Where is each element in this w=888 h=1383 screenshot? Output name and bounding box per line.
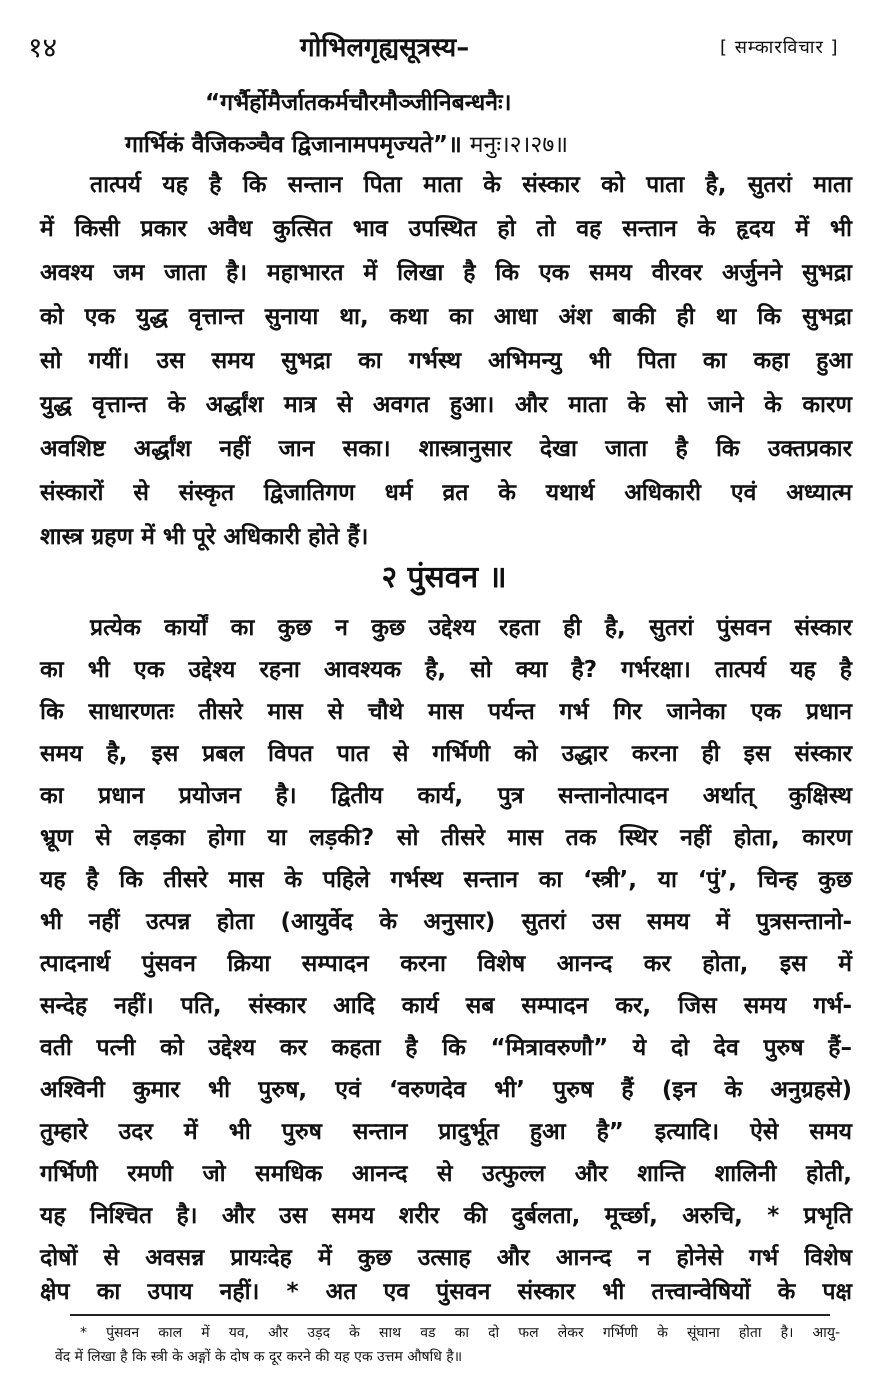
paragraph-2-line: का भी एक उद्देश्य रहना आवश्यक है, सो क्या है? गर्भरक्षा। तात्पर्य यह है [40,657,852,683]
paragraph-2-line: तुम्हारे उदर में भी पुरुष सन्तान प्रादुर्भूत हुआ है” इत्यादि। ऐसे समय [40,1119,852,1145]
paragraph-2-line: भ्रूण से लड़का होगा या लड़की? सो तीसरे मास तक स्थिर नहीं होता, कारण [40,825,852,851]
paragraph-2-line: समय है, इस प्रबल विपत पात से गर्भिणी को उद्धार करना ही इस संस्कार [40,741,852,767]
verse-line-2-text: गार्भिकं वैजिकञ्चैव द्विजानामपमृज्यते”॥ [125,132,462,158]
paragraph-2-line: वती पत्नी को उद्देश्य कर कहता है कि “मित्रावरुणौ” ये दो देव पुरुष हैं– [40,1035,852,1061]
paragraph-1-line: अवशिष्ट अर्द्धांश नहीं जान सका। शास्त्रानुसार देखा जाता है कि उक्तप्रकार [40,436,852,462]
paragraph-1-line: अवश्य जम जाता है। महाभारत में लिखा है कि एक समय वीरवर अर्जुनने सुभद्रा [40,260,852,286]
paragraph-1-line: संस्कारों से संस्कृत द्विजातिगण धर्म व्रत के यथार्थ अधिकारी एवं अध्यात्म [40,480,852,506]
footnote-line: र्वेद में लिखा है कि स्त्री के अङ्गों के दोष क दूर करने की यह एक उत्तम औषधि है॥ [55,1349,463,1365]
paragraph-2-line: दोषों से अवसन्न प्रायःदेह में कुछ उत्साह और आनन्द न होनेसे गर्भ विशेष [40,1245,852,1271]
paragraph-2-line: कि साधारणतः तीसरे मास से चौथे मास पर्यन्त गर्भ गिर जानेका एक प्रधान [40,699,852,725]
paragraph-1-line: को एक युद्ध वृत्तान्त सुनाया था, कथा का आधा अंश बाकी ही था कि सुभद्रा [40,304,852,330]
verse-reference: मनुः।२।२७॥ [469,132,569,158]
page-number: १४ [28,31,58,64]
paragraph-2-line: यह निश्चित है। और उस समय शरीर की दुर्बलता, मूर्च्छा, अरुचि, * प्रभृति [40,1203,852,1229]
footnote-line: * पुंसवन काल में यव, और उड़द के साथ वड का दो फल लेकर गर्भिणी के सूंघाना होता है। आयु- [80,1325,840,1341]
verse-line-2 [125,124,825,166]
paragraph-2-line: यह है कि तीसरे मास के पहिले गर्भस्थ सन्तान का ‘स्त्री’, या ‘पुं’, चिन्ह कुछ [40,867,852,893]
paragraph-2-line: त्पादनार्थ पुंसवन क्रिया सम्पादन करना विशेष आनन्द कर होता, इस में [40,951,852,977]
paragraph-1-line: सो गयीं। उस समय सुभद्रा का गर्भस्थ अभिमन्यु भी पिता का कहा हुआ [40,348,852,374]
paragraph-1-line: शास्त्र ग्रहण में भी पूरे अधिकारी होते हैं। [40,524,369,550]
footnote-divider [70,1314,830,1316]
verse-line-1: “गर्भैर्होमैर्जातकर्मचौरमौञ्जीनिबन्धनैः। [205,90,512,116]
paragraph-2-line: प्रत्येक कार्यों का कुछ न कुछ उद्देश्य रहता ही है, सुतरां पुंसवन संस्कार [90,615,852,641]
paragraph-2-line: अश्विनी कुमार भी पुरुष, एवं ‘वरुणदेव भी’ पुरुष हैं (इन के अनुग्रहसे) [40,1077,852,1103]
paragraph-1-line: में किसी प्रकार अवैध कुत्सित भाव उपस्थित हो तो वह सन्तान के हृदय में भी [40,216,852,242]
paragraph-2-line: सन्देह नहीं। पति, संस्कार आदि कार्य सब सम्पादन कर, जिस समय गर्भ- [40,993,852,1019]
paragraph-2-line: का प्रधान प्रयोजन है। द्वितीय कार्य, पुत्र सन्तानोत्पादन अर्थात् कुक्षिस्थ [40,783,852,809]
paragraph-2-line: गर्भिणी रमणी जो समधिक आनन्द से उत्फुल्ल और शान्ति शालिनी होती, [40,1161,852,1187]
paragraph-2-line: भी नहीं उत्पन्न होता (आयुर्वेद के अनुसार) सुतरां उस समय में पुत्रसन्तानो- [40,909,852,935]
running-title: गोभिलगृह्यसूत्रस्य– [300,33,470,63]
paragraph-1-line: तात्पर्य यह है कि सन्तान पिता माता के संस्कार को पाता है, सुतरां माता [90,172,852,198]
paragraph-1-line: युद्ध वृत्तान्त के अर्द्धांश मात्र से अवगत हुआ। और माता के सो जाने के कारण [40,392,852,418]
section-heading: २ पुंसवन ॥ [381,560,507,595]
section-title: [ सम्कारविचार ] [720,37,839,58]
paragraph-2-line: क्षेप का उपाय नहीं। * अत एव पुंसवन संस्कार भी तत्त्वान्वेषियों के पक्ष [40,1279,852,1305]
